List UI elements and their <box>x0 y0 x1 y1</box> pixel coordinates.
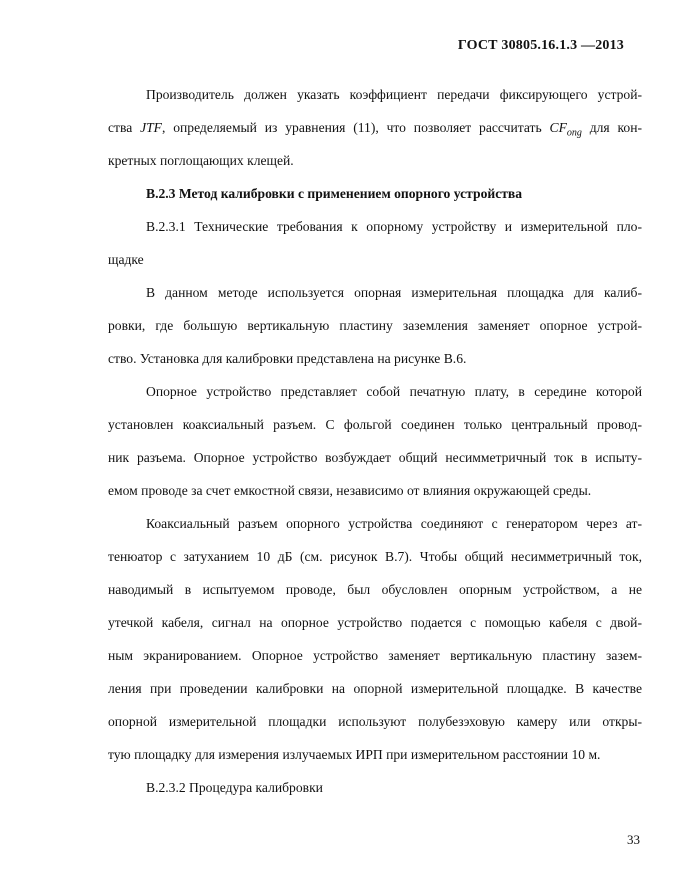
p2-line-2: ровки, где большую вертикальную пластину заземления заменяет опорное устрой- <box>108 318 642 333</box>
b231-line-1: В.2.3.1 Технические требования к опорному устройству и измерительной пло- <box>146 219 642 234</box>
p1-line-2 <box>108 117 642 150</box>
cf-subscript: ong <box>566 127 582 139</box>
p4-line-3: наводимый в испытуемом проводе, был обусловлен опорным устройством, а не <box>108 582 642 597</box>
p4-line-1: Коаксиальный разъем опорного устройства соединяют с генератором через ат- <box>146 516 642 531</box>
b232-heading: В.2.3.2 Процедура калибровки <box>146 780 323 795</box>
p4-line-6: ления при проведении калибровки на опорной измерительной площадке. В качестве <box>108 681 642 696</box>
p3-line-4: емом проводе за счет емкостной связи, независимо от влияния окружающей среды. <box>108 483 592 498</box>
document-code-header: ГОСТ 30805.16.1.3 —2013 <box>457 38 624 53</box>
jtf-symbol: JTF <box>140 120 162 135</box>
b231-line-2: щадке <box>108 252 144 267</box>
p2-line-1: В данном методе используется опорная измерительная площадка для калиб- <box>146 285 642 300</box>
document-body <box>108 84 642 810</box>
p4-line-7: опорной измерительной площадки используют полубезэховую камеру или откры- <box>108 714 642 729</box>
p4-line-4: утечкой кабеля, сигнал на опорное устройство подается с помощью кабеля с двой- <box>108 615 642 630</box>
p1-line-2-text-f: для кон- <box>581 120 642 135</box>
p3-line-2: установлен коаксиальный разъем. С фольгой соединен только центральный провод- <box>108 417 642 432</box>
p3-line-1: Опорное устройство представляет собой печатную плату, в середине которой <box>146 384 642 399</box>
p1-line-2-text-a: ства <box>108 120 141 135</box>
p1-line-2-text-c: , определяемый из уравнения (11), что позволяет рассчитать <box>161 120 550 135</box>
p1-line-1: Производитель должен указать коэффициент передачи фиксирующего устрой- <box>146 87 642 102</box>
p4-line-8: тую площадку для измерения излучаемых ИРП при измерительном расстоянии 10 м. <box>108 747 601 762</box>
cf-symbol: CF <box>549 120 567 135</box>
section-heading-b23: В.2.3 Метод калибровки с применением опорного устройства <box>146 186 523 201</box>
p3-line-3: ник разъема. Опорное устройство возбуждает общий несимметричный ток в испыту- <box>108 450 642 465</box>
p4-line-5: ным экранированием. Опорное устройство заменяет вертикальную пластину зазем- <box>108 648 642 663</box>
p4-line-2: тенюатор с затуханием 10 дБ (см. рисунок В.7). Чтобы общий несимметричный ток, <box>108 549 642 564</box>
p2-line-3: ство. Установка для калибровки представлена на рисунке В.6. <box>108 351 467 366</box>
page-number: 33 <box>627 832 640 847</box>
p1-line-3: кретных поглощающих клещей. <box>108 153 294 168</box>
